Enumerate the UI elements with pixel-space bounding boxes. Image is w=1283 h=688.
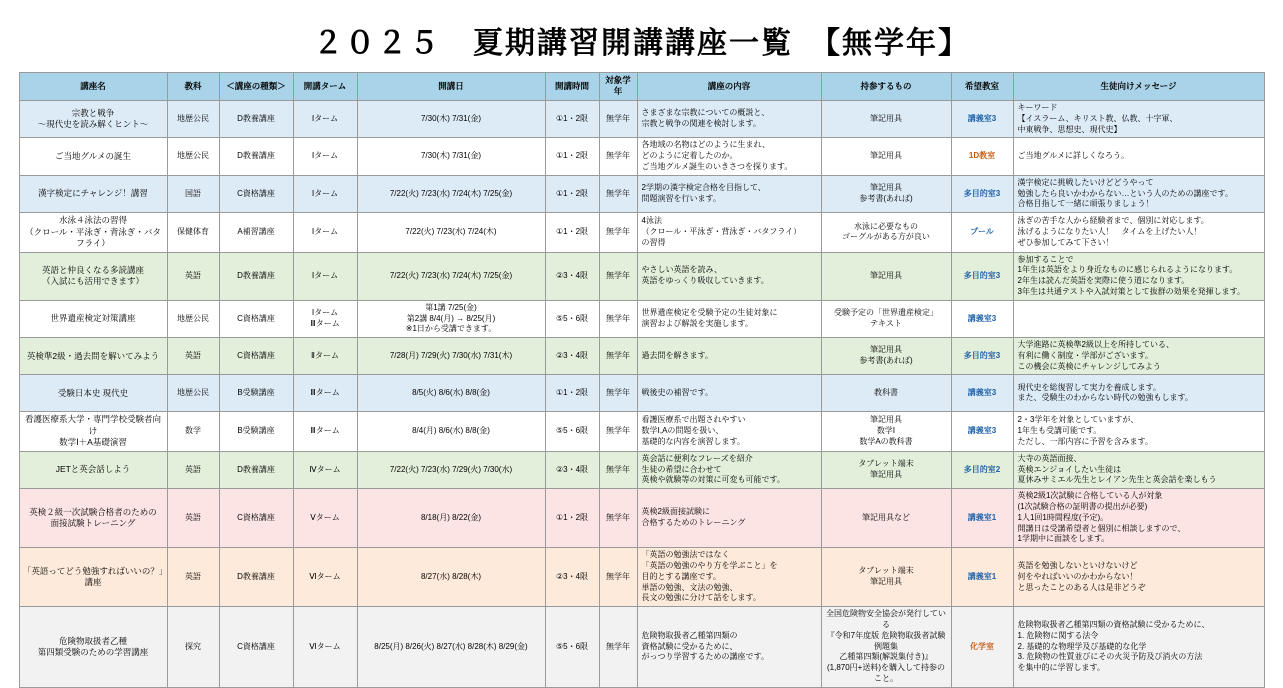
cell-bring: 筆記用具	[821, 252, 951, 300]
cell-bring: 全国危険物安全協会が発行している 『令和7年度版 危険物取扱者試験例題集 乙種第四類(解説集付き)』 (1,870円+送料)を購入して持参のこと。	[821, 607, 951, 688]
cell-course-type: C資格講座	[219, 489, 293, 548]
cell-time: ①1・2限	[545, 489, 599, 548]
cell-course-type: A補習講座	[219, 213, 293, 252]
cell-content: 戦後史の補習です。	[637, 375, 821, 412]
col-dates: 開講日	[357, 73, 545, 101]
cell-message: 現代史を総復習して実力を養成します。 また、受験生のわからない時代の勉強もします。	[1013, 375, 1264, 412]
cell-message: キーワード 【イスラーム、キリスト教、仏教、十字軍、 中東戦争、思想史、現代史】	[1013, 100, 1264, 137]
cell-subject: 数学	[167, 412, 219, 451]
col-content: 講座の内容	[637, 73, 821, 101]
cell-message: 危険物取扱者乙種第四類の資格試験に受かるために、 1. 危険物に関する法令 2. 基礎的な物理学及び基礎的な化学 3. 危険物の性質並びにその火災予防及び消火の方法 を集中的に学習します。	[1013, 607, 1264, 688]
cell-term: Ⅰターム	[293, 138, 357, 175]
cell-grade: 無学年	[599, 375, 637, 412]
col-grade: 対象学年	[599, 73, 637, 101]
cell-room: 化学室	[951, 607, 1013, 688]
cell-dates: 7/22(火) 7/23(水) 7/24(木) 7/25(金)	[357, 252, 545, 300]
cell-room: 講義室3	[951, 375, 1013, 412]
cell-course-type: D教養講座	[219, 548, 293, 607]
col-time: 開講時間	[545, 73, 599, 101]
cell-content: 過去問を解きます。	[637, 338, 821, 375]
cell-course-type: C資格講座	[219, 175, 293, 212]
cell-term: Ⅰターム	[293, 100, 357, 137]
cell-dates: 7/22(火) 7/23(水) 7/29(火) 7/30(水)	[357, 451, 545, 488]
cell-term: Ⅰターム	[293, 175, 357, 212]
table-row	[19, 213, 1264, 252]
cell-bring: 筆記用具など	[821, 489, 951, 548]
cell-subject: 英語	[167, 489, 219, 548]
table-header-row	[19, 73, 1264, 101]
cell-grade: 無学年	[599, 100, 637, 137]
cell-message: ご当地グルメに詳しくなろう。	[1013, 138, 1264, 175]
cell-term: Ⅵターム	[293, 607, 357, 688]
cell-grade: 無学年	[599, 607, 637, 688]
table-row	[19, 607, 1264, 688]
cell-message: 英検2級1次試験に合格している人が対象 (1次試験合格の証明書の提出が必要) 1人1回1時間程度(予定)。 開講日は受講希望者と個別に相談しますので、 1学期中に面談をします。	[1013, 489, 1264, 548]
cell-course-type: C資格講座	[219, 607, 293, 688]
table-row	[19, 489, 1264, 548]
cell-room: プール	[951, 213, 1013, 252]
col-term: 開講ターム	[293, 73, 357, 101]
col-subject: 教科	[167, 73, 219, 101]
table-row	[19, 338, 1264, 375]
cell-message: 英語を勉強しないといけないけど 何をやればいいのかわからない！ と思ったことのある人は是非どうぞ	[1013, 548, 1264, 607]
cell-course-type: B受験講座	[219, 412, 293, 451]
cell-bring: 筆記用具	[821, 138, 951, 175]
table-row	[19, 300, 1264, 337]
cell-dates: 8/27(水) 8/28(木)	[357, 548, 545, 607]
cell-grade: 無学年	[599, 300, 637, 337]
cell-content: 英検2級面接試験に 合格するためのトレーニング	[637, 489, 821, 548]
cell-subject: 地歴公民	[167, 100, 219, 137]
cell-room: 1D教室	[951, 138, 1013, 175]
cell-course-name: 英検準2級・過去問を解いてみよう	[19, 338, 167, 375]
cell-room: 講義室1	[951, 548, 1013, 607]
cell-course-type: C資格講座	[219, 338, 293, 375]
cell-term: Ⅱターム	[293, 338, 357, 375]
cell-time: ⑤5・6限	[545, 607, 599, 688]
cell-dates: 8/25(月) 8/26(火) 8/27(水) 8/28(木) 8/29(金)	[357, 607, 545, 688]
cell-bring: 筆記用具 参考書(あれば)	[821, 175, 951, 212]
cell-term: Ⅵターム	[293, 548, 357, 607]
cell-time: ②3・4限	[545, 451, 599, 488]
cell-course-type: D教養講座	[219, 451, 293, 488]
cell-grade: 無学年	[599, 338, 637, 375]
cell-message: 漢字検定に挑戦したいけどどうやって 勉強したら良いかわからない…という人のための講座です。 合格目指して一緒に頑張りましょう！	[1013, 175, 1264, 212]
cell-course-name: ご当地グルメの誕生	[19, 138, 167, 175]
col-course-name: 講座名	[19, 73, 167, 101]
cell-subject: 国語	[167, 175, 219, 212]
cell-grade: 無学年	[599, 138, 637, 175]
cell-subject: 英語	[167, 252, 219, 300]
cell-dates: 8/4(月) 8/6(水) 8/8(金)	[357, 412, 545, 451]
cell-course-type: D教養講座	[219, 252, 293, 300]
cell-bring: タブレット端末 筆記用具	[821, 548, 951, 607]
cell-grade: 無学年	[599, 175, 637, 212]
cell-course-type: D教養講座	[219, 100, 293, 137]
cell-content: やさしい英語を読み、 英語をゆっくり吸収していきます。	[637, 252, 821, 300]
cell-content: 看護医療系で出題されやすい 数学Ⅰ,Aの問題を扱い、 基礎的な内容を演習します。	[637, 412, 821, 451]
cell-content: 各地域の名物はどのように生まれ、 どのように定着したのか。 ご当地グルメ誕生のいきさつを探ります。	[637, 138, 821, 175]
cell-content: 危険物取扱者乙種第四類の 資格試験に受かるために、 がっつり学習するための講座です。	[637, 607, 821, 688]
cell-course-name: 水泳４泳法の習得 （クロール・平泳ぎ・背泳ぎ・バタフライ）	[19, 213, 167, 252]
cell-dates: 7/28(月) 7/29(火) 7/30(水) 7/31(木)	[357, 338, 545, 375]
cell-room: 多目的室3	[951, 175, 1013, 212]
cell-room: 講義室3	[951, 100, 1013, 137]
cell-message: 大寺の英語面接、 英検エンジョイしたい生徒は 夏休みサミエル先生とレイアン先生と英会話を楽しもう	[1013, 451, 1264, 488]
cell-bring: 筆記用具 数学Ⅰ 数学Aの教科書	[821, 412, 951, 451]
cell-message: 大学進路に英検準2級以上を所持している、 有利に働く制度・学部がございます。 この機会に英検にチャレンジしてみよう	[1013, 338, 1264, 375]
cell-term: Ⅰターム Ⅲターム	[293, 300, 357, 337]
cell-dates: 8/18(月) 8/22(金)	[357, 489, 545, 548]
cell-term: Ⅲターム	[293, 375, 357, 412]
cell-grade: 無学年	[599, 489, 637, 548]
cell-term: Ⅳターム	[293, 451, 357, 488]
cell-course-name: 世界遺産検定対策講座	[19, 300, 167, 337]
cell-bring: 受験予定の「世界遺産検定」 テキスト	[821, 300, 951, 337]
cell-room: 多目的室3	[951, 338, 1013, 375]
cell-time: ⑤5・6限	[545, 412, 599, 451]
col-bring: 持参するもの	[821, 73, 951, 101]
cell-course-type: B受験講座	[219, 375, 293, 412]
table-row	[19, 252, 1264, 300]
cell-course-type: D教養講座	[219, 138, 293, 175]
cell-room: 講義室1	[951, 489, 1013, 548]
table-row	[19, 375, 1264, 412]
cell-dates: 第1講 7/25(金) 第2講 8/4(月) → 8/25(月) ※1日から受講できます。	[357, 300, 545, 337]
cell-subject: 保健体育	[167, 213, 219, 252]
cell-time: ①1・2限	[545, 100, 599, 137]
cell-subject: 英語	[167, 338, 219, 375]
table-row	[19, 100, 1264, 137]
cell-term: Ⅴターム	[293, 489, 357, 548]
cell-content: 2学期の漢字検定合格を目指して、 問題演習を行います。	[637, 175, 821, 212]
cell-time: ①1・2限	[545, 375, 599, 412]
cell-course-name: 危険物取扱者乙種 第四類受験のための学習講座	[19, 607, 167, 688]
cell-time: ②3・4限	[545, 548, 599, 607]
cell-bring: 筆記用具	[821, 100, 951, 137]
cell-message: 2・3学年を対象としていますが、 1年生も受講可能です。 ただし、一部内容に予習を含みます。	[1013, 412, 1264, 451]
page-title: ２０２５ 夏期講習開講講座一覧 【無学年】	[313, 27, 970, 60]
table-row	[19, 412, 1264, 451]
cell-subject: 地歴公民	[167, 375, 219, 412]
cell-subject: 地歴公民	[167, 300, 219, 337]
cell-subject: 地歴公民	[167, 138, 219, 175]
cell-time: ①1・2限	[545, 138, 599, 175]
cell-term: Ⅰターム	[293, 213, 357, 252]
cell-message: 泳ぎの苦手な人から経験者まで、個別に対応します。 泳げるようになりたい人！ タイムを上げたい人！ ぜひ参加してみて下さい！	[1013, 213, 1264, 252]
cell-dates: 7/22(火) 7/23(水) 7/24(木)	[357, 213, 545, 252]
cell-dates: 7/30(木) 7/31(金)	[357, 100, 545, 137]
table-row	[19, 451, 1264, 488]
cell-term: Ⅲターム	[293, 412, 357, 451]
table-row	[19, 138, 1264, 175]
course-list-table	[19, 72, 1265, 688]
cell-bring: 水泳に必要なもの ゴーグルがある方が良い	[821, 213, 951, 252]
cell-dates: 7/22(火) 7/23(水) 7/24(木) 7/25(金)	[357, 175, 545, 212]
cell-room: 多目的室2	[951, 451, 1013, 488]
col-room: 希望教室	[951, 73, 1013, 101]
cell-term: Ⅰターム	[293, 252, 357, 300]
cell-time: ②3・4限	[545, 338, 599, 375]
cell-grade: 無学年	[599, 451, 637, 488]
cell-course-name: 漢字検定にチャレンジ！講習	[19, 175, 167, 212]
cell-grade: 無学年	[599, 213, 637, 252]
cell-course-name: 英検２級一次試験合格者のための 面接試験トレーニング	[19, 489, 167, 548]
cell-grade: 無学年	[599, 548, 637, 607]
cell-room: 講義室3	[951, 412, 1013, 451]
col-course-type: ＜講座の種類＞	[219, 73, 293, 101]
cell-bring: タブレット端末 筆記用具	[821, 451, 951, 488]
cell-content: 英会話に便利なフレーズを紹介 生徒の希望に合わせて 英検や就験等の対策に可変も可能です。	[637, 451, 821, 488]
cell-dates: 7/30(木) 7/31(金)	[357, 138, 545, 175]
cell-time: ②3・4限	[545, 252, 599, 300]
cell-message	[1013, 300, 1264, 337]
cell-course-name: 宗教と戦争 ～現代史を読み解くヒント～	[19, 100, 167, 137]
table-row	[19, 548, 1264, 607]
cell-time: ①1・2限	[545, 175, 599, 212]
table-body	[19, 100, 1264, 687]
cell-grade: 無学年	[599, 252, 637, 300]
cell-subject: 英語	[167, 451, 219, 488]
cell-content: 世界遺産検定を受験予定の生徒対象に 演習および解説を実施します。	[637, 300, 821, 337]
cell-subject: 英語	[167, 548, 219, 607]
cell-time: ①1・2限	[545, 213, 599, 252]
cell-course-name: JETと英会話しよう	[19, 451, 167, 488]
cell-bring: 筆記用具 参考書(あれば)	[821, 338, 951, 375]
cell-grade: 無学年	[599, 412, 637, 451]
col-message: 生徒向けメッセージ	[1013, 73, 1264, 101]
cell-course-name: 受験日本史 現代史	[19, 375, 167, 412]
cell-message: 参加することで 1年生は英語をより身近なものに感じられるようになります。 2年生は読んだ英語を実際に使う道になります。 3年生は共通テストや入試対策として抜群の効果を発揮します。	[1013, 252, 1264, 300]
cell-room: 講義室3	[951, 300, 1013, 337]
cell-course-name: 看護医療系大学・専門学校受験者向け 数学Ⅰ＋A基礎演習	[19, 412, 167, 451]
cell-course-name: 「英語ってどう勉強すればいいの？」講座	[19, 548, 167, 607]
cell-course-type: C資格講座	[219, 300, 293, 337]
cell-room: 多目的室3	[951, 252, 1013, 300]
cell-content: 「英語の勉強法ではなく 「英語の勉強のやり方を学ぶこと」を 目的とする講座です。 単語の勉強、文法の勉強、 長文の勉強に分けて話をします。	[637, 548, 821, 607]
cell-bring: 教科書	[821, 375, 951, 412]
cell-content: 4泳法 （クロール・平泳ぎ・背泳ぎ・バタフライ） の習得	[637, 213, 821, 252]
cell-dates: 8/5(火) 8/6(水) 8/8(金)	[357, 375, 545, 412]
cell-time: ⑤5・6限	[545, 300, 599, 337]
cell-course-name: 英語と仲良くなる多読講座 （入試にも活用できます）	[19, 252, 167, 300]
cell-subject: 探究	[167, 607, 219, 688]
table-row	[19, 175, 1264, 212]
cell-content: さまざまな宗教についての概説と、 宗教と戦争の関連を検討します。	[637, 100, 821, 137]
